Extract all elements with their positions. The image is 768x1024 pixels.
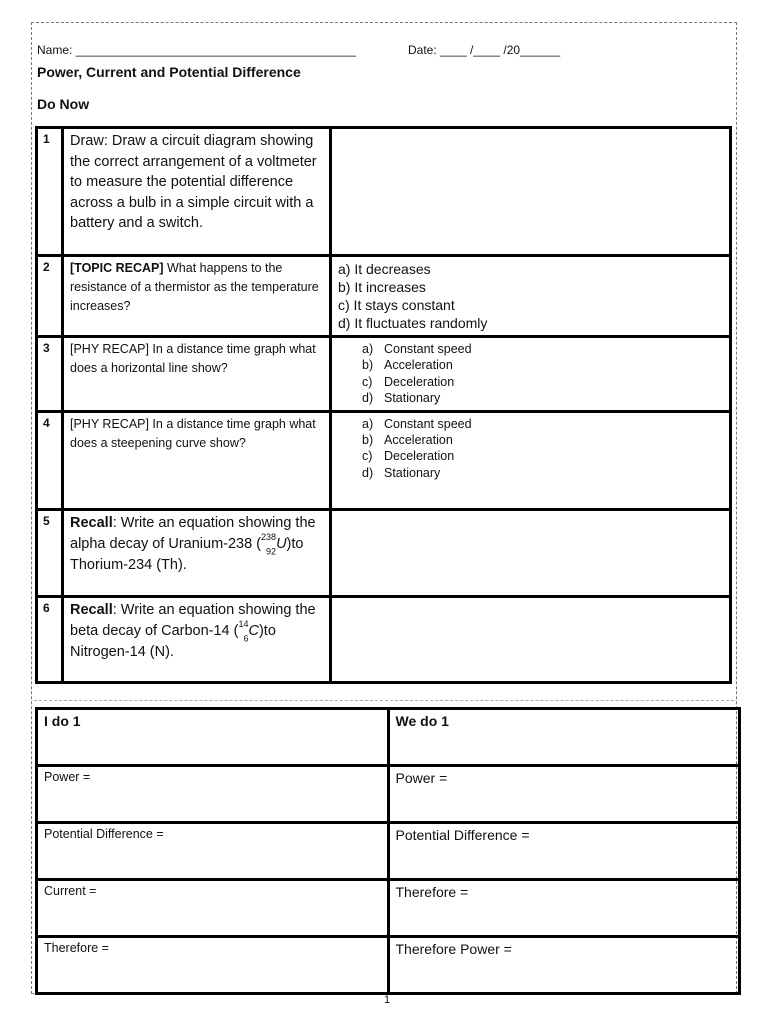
i-do-cell: Power = <box>37 766 389 823</box>
do-now-row <box>37 596 731 682</box>
question-number: 3 <box>37 337 63 412</box>
question-text <box>63 337 331 412</box>
name-field <box>37 43 356 57</box>
i-do-row <box>37 823 740 880</box>
question-text-part: )to Nitrogen-14 (N). <box>70 623 276 661</box>
question-text <box>63 256 331 337</box>
question-text <box>63 596 331 682</box>
option-text: Stationary <box>384 391 441 406</box>
option <box>362 416 723 432</box>
answer-cell <box>331 128 731 256</box>
question-text-part: : Write an equation showing the beta decay of Carbon-14 ( <box>70 601 316 640</box>
do-now-row <box>37 411 731 509</box>
i-do-we-do-table <box>35 707 741 995</box>
option: b) It increases <box>338 279 426 295</box>
element-symbol: U <box>276 536 287 553</box>
i-do-row <box>37 937 740 994</box>
page-number: 1 <box>384 994 391 1006</box>
nuclide-numbers <box>238 620 248 642</box>
option-text: Deceleration <box>384 374 455 389</box>
question-number: 2 <box>37 256 63 337</box>
question-text-part: : Write an equation showing the alpha decay of Uranium-238 ( <box>70 514 316 553</box>
we-do-cell: Therefore Power = <box>388 937 740 994</box>
option-letter: d) <box>362 391 374 406</box>
do-now-table <box>35 126 732 684</box>
recall-label: Recall <box>70 514 113 531</box>
we-do-cell: Power = <box>388 766 740 823</box>
atomic-number: 92 <box>266 546 277 557</box>
options-list <box>338 341 723 407</box>
option <box>362 357 723 373</box>
option-text: Constant speed <box>384 342 472 356</box>
answer-cell <box>331 256 731 337</box>
i-do-cell: Potential Difference = <box>37 823 389 880</box>
option-letter: b) <box>362 433 374 448</box>
question-text-part: [PHY RECAP] In a distance time graph what does a steepening curve show? <box>70 416 316 450</box>
option-text: Stationary <box>384 465 441 480</box>
option-letter: a) <box>362 342 374 356</box>
question-number: 1 <box>37 128 63 256</box>
section-title-do-now: Do Now <box>37 96 90 112</box>
we-do-header: We do 1 <box>388 709 740 766</box>
option: a) It decreases <box>338 261 431 277</box>
we-do-cell: Therefore = <box>388 880 740 937</box>
answer-cell <box>331 337 731 412</box>
options-list <box>338 260 723 332</box>
page-title: Power, Current and Potential Difference <box>37 64 301 80</box>
question-number: 5 <box>37 509 63 596</box>
option <box>362 448 723 464</box>
option-letter: b) <box>362 358 374 373</box>
option <box>362 432 723 448</box>
date-blank: ____ /____ /20______ <box>440 43 561 57</box>
question-text <box>63 411 331 509</box>
i-do-cell: Current = <box>37 880 389 937</box>
question-tag: [TOPIC RECAP] <box>70 261 164 275</box>
option-letter: a) <box>362 416 374 431</box>
question-number: 6 <box>37 596 63 682</box>
nuclide-numbers <box>261 533 276 555</box>
option-letter: c) <box>362 374 373 389</box>
option-text: Constant speed <box>384 416 472 431</box>
option: c) It stays constant <box>338 297 455 313</box>
question-text <box>63 509 331 596</box>
option-letter: d) <box>362 465 374 480</box>
question-text-part: )to Thorium-234 (Th). <box>70 536 304 574</box>
option-text: Acceleration <box>384 358 453 373</box>
mass-number: 238 <box>261 532 277 543</box>
recall-label: Recall <box>70 601 113 618</box>
option <box>362 390 723 406</box>
date-field <box>408 43 560 57</box>
options-list <box>338 416 723 482</box>
option <box>362 374 723 390</box>
i-do-row <box>37 709 740 766</box>
do-now-row <box>37 128 731 256</box>
atomic-number: 6 <box>243 633 249 644</box>
option <box>362 465 723 481</box>
option <box>362 341 723 357</box>
do-now-row <box>37 337 731 412</box>
i-do-row <box>37 766 740 823</box>
question-text-part: [PHY RECAP] In a distance time graph what does a horizontal line show? <box>70 342 316 375</box>
option-text: Acceleration <box>384 433 453 448</box>
question-number: 4 <box>37 411 63 509</box>
question-text-part: What happens to the resistance of a thermistor as the temperature increases? <box>70 261 319 313</box>
i-do-row <box>37 880 740 937</box>
date-label: Date: <box>408 43 437 57</box>
section-divider <box>34 700 734 701</box>
element-symbol: C <box>248 623 259 640</box>
option: d) It fluctuates randomly <box>338 315 488 331</box>
name-label: Name: <box>37 43 73 57</box>
answer-cell <box>331 596 731 682</box>
mass-number: 14 <box>238 619 249 630</box>
option-text: Deceleration <box>384 449 455 464</box>
do-now-row <box>37 509 731 596</box>
question-text-part: Draw: Draw a circuit diagram showing the correct arrangement of a voltmeter to measure the potential difference across a bulb in a simple circuit with a battery and a switch. <box>70 133 317 231</box>
option-letter: c) <box>362 449 373 464</box>
i-do-header: I do 1 <box>37 709 389 766</box>
question-text <box>63 128 331 256</box>
name-blank: __________________________________________ <box>75 43 356 57</box>
answer-cell <box>331 509 731 596</box>
answer-cell <box>331 411 731 509</box>
i-do-cell: Therefore = <box>37 937 389 994</box>
we-do-cell: Potential Difference = <box>388 823 740 880</box>
do-now-row <box>37 256 731 337</box>
